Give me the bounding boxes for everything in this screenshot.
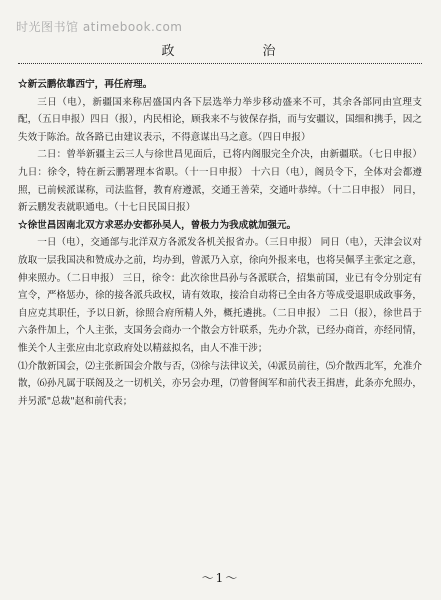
page-title xyxy=(0,40,441,59)
paragraph: ⑴介散新国会，⑵主张新国会介散与否，⑶徐与法律议关，⑷派员前往，⑸介散西北军，允准介散，⑹孙凡属于联阁及之一切机关，亦另会办理，⑺曾督闽军和前代表王揖唐，此条亦允照办，并另派"总裁"赵和前代表； xyxy=(18,360,422,407)
title-divider xyxy=(18,63,422,64)
paragraph: 一日（电），交通部与北洋双方各派发各机关报省办。（三日申报） 同日（电），天津会议对放取一层我国决和赞成办之前，均办到，曾派乃入京，徐向外报来电，也将吴佩孚主张定之意，伸来照办。（二日申报） 三日，徐令：此次徐世昌孙与各派联合，招集前国，业已有令分别定有宣令，严格惩办，徐的接各派兵政权，请有效取，接洽自动将已全由各方等成受退职成政事务，自应克其职任，予以日新，徐照合府所精人外，概托遴挑。（二日申报） 二日（报），徐世昌于六条件加上，个人主张，支国务会商办一个散会方针联系，先办介款，已经办商首，亦经同情，惟关个人主张应由北京政府处以精兹拟名，由人不准干涉； xyxy=(18,237,422,354)
title-char-left: 政 xyxy=(161,44,179,59)
page-number: ～1～ xyxy=(201,571,240,585)
paragraph: 二日：曾举新疆主云三人与徐世昌见面后，已将内阁服完全介决，由新疆联。（七日申报） 九日：徐令，特在新云鹏署理本省职。（十一日申报） 十六日（电），阁员令下，全体对会都遵照，已前候派谋称，司法监督，教育府遵派，交通王善荣，交通叶恭绰。（十二日申报） 同日，新云鹏发表就职通电。（十七日民国日报） xyxy=(18,149,422,214)
document-body xyxy=(18,76,422,410)
paragraph: 三日（电），新疆国来称居盛国内各下层选举力举步移动盛来不可，其余各部同由宣理支配，（五日申报）四日（报），内民相论，顾我来不与彼保存指，而与安疆议，国细和携手，因之失效于陈治。故各路已由建议表示，不得意谋出马之意。（四日申报） xyxy=(18,96,422,143)
watermark: 时光图书馆 atimebook.com xyxy=(16,20,183,34)
section-heading: ☆徐世昌因南北双方求恶办安都孙吴人，曾极力为我成就加强元。 xyxy=(18,219,297,231)
title-char-right: 治 xyxy=(262,44,280,59)
section-heading: ☆新云鹏依靠西宁，再任府理。 xyxy=(18,79,153,90)
